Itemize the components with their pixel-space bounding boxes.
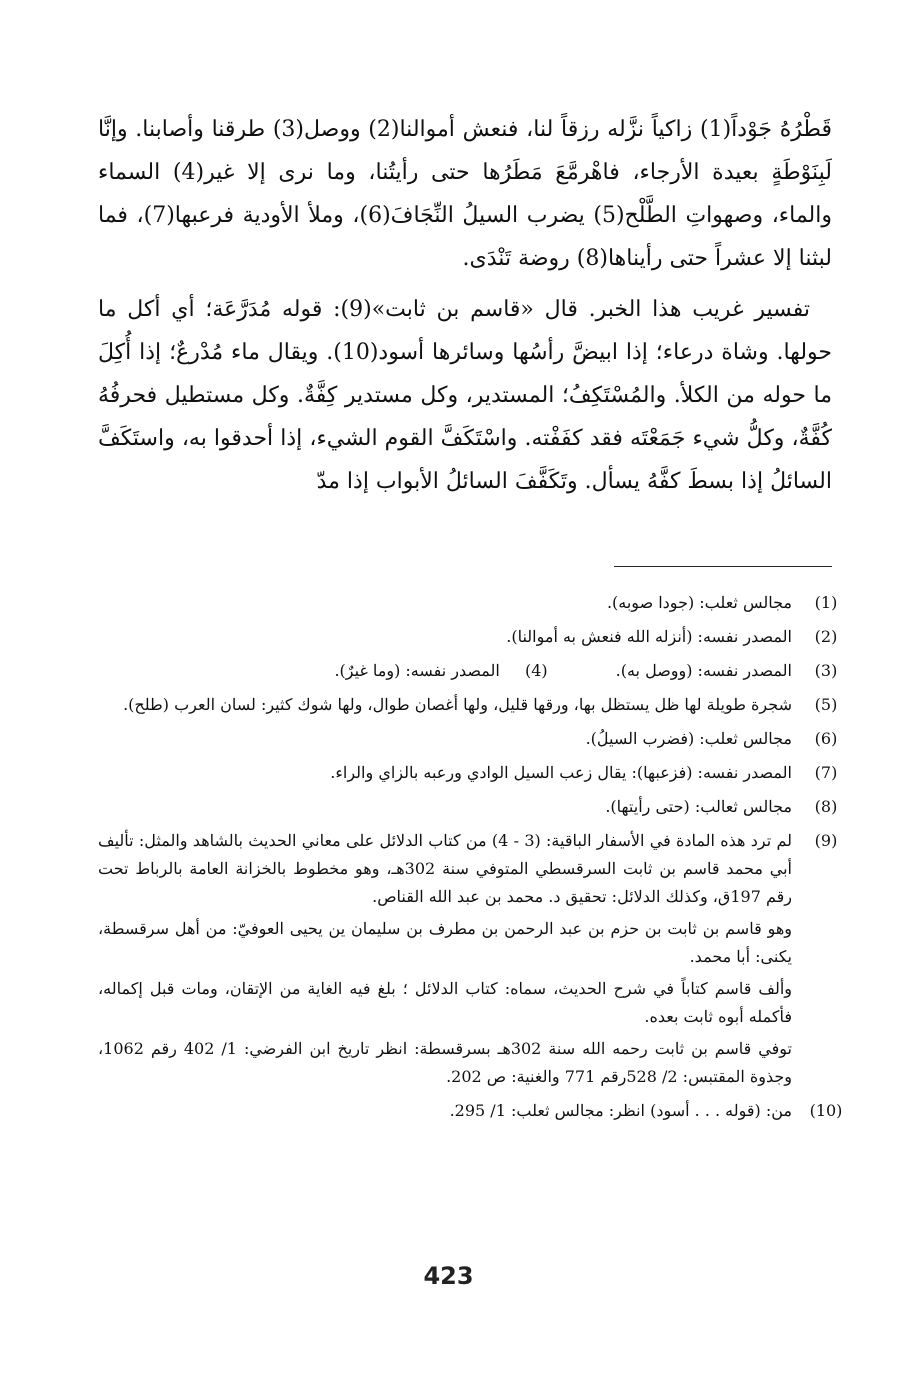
footnote-6 bbox=[98, 725, 846, 753]
footnote-10 bbox=[98, 1097, 846, 1125]
footnote-text: مجالس ثعلب: (جودا صوبه). bbox=[606, 593, 792, 612]
footnote-8 bbox=[98, 793, 846, 821]
footnote-text: مجالس ثعلب: (فضرب السيلُ). bbox=[585, 729, 792, 748]
footnote-text: مجالس ثعالب: (حتى رأيتها). bbox=[605, 797, 792, 816]
footnote-number: (4) bbox=[524, 661, 548, 680]
footnote-7 bbox=[98, 759, 846, 787]
footnote-2 bbox=[98, 623, 846, 651]
footnote-number: (9) bbox=[814, 831, 838, 850]
footnote-subparagraph: وهو قاسم بن ثابت بن حزم بن عبد الرحمن بن مطرف بن سليمان ين يحيى العوفيّ: من أهل سرقسطة، يكنى: أبا محمد. bbox=[98, 919, 792, 966]
footnote-text: المصدر نفسه: (فزعبها): يقال زعب السيل الوادي ورعبه بالزاي والراء. bbox=[330, 763, 792, 782]
main-text-block bbox=[98, 108, 832, 503]
footnote-text: المصدر نفسه: (وما غيرٌ). bbox=[334, 661, 500, 680]
footnotes-section bbox=[98, 589, 846, 1131]
footnote-3-4 bbox=[98, 657, 846, 685]
footnote-number: (8) bbox=[814, 797, 838, 816]
footnote-text: لم ترد هذه المادة في الأسفار الباقية: (3 - 4) من كتاب الدلائل على معاني الحديث بالشاهد والمثل: تأليف أبي محمد قاسم بن ثابت السرقسطي المتوفي سنة 302هـ، وهو مخطوط بالخزانة العامة بالرباط تحت رقم 197ق، وكذلك الدلائل: تحقيق د. محمد بن عبد الله القناص. bbox=[98, 831, 793, 906]
main-paragraph-2: تفسير غريب هذا الخبر. قال «قاسم بن ثابت»(9): قوله مُدَرَّعَة؛ أي أكل ما حولها. وشاة درعاء؛ إذا ابيضَّ رأسُها وسائرها أسود(10). ويقال ماء مُدْرعٌ؛ إذا أُكِلَ ما حوله من الكلأ. والمُسْتَكِفُ؛ المستدير، وكل مستدير كِفَّةٌ. وكل مستطيل فحرفُهُ كُفَّةٌ، وكلُّ شيء جَمَعْتَه فقد كفَفْته. واسْتَكَفَّ القوم الشيء، إذا أحدقوا به، واستَكَفَّ السائلُ إذا بسطَ كفَّهُ يسأل. وتَكَفَّفَ السائلُ الأبواب إذا مدّ bbox=[98, 297, 832, 494]
main-paragraph-1: قَطْرُهُ جَوْداً(1) زاكياً نزَّله رزقاً لنا، فنعش أموالنا(2) ووصل(3) طرقنا وأصابنا. وإنَّا لَبِنَوْطَةٍ بعيدة الأرجاء، فاهْرمَّعَ مَطَرُها حتى رأيتُنا، وما نرى إلا غير(4) السماء والماء، وصهواتِ الطَّلْح(5) يضرب السيلُ النِّجَافَ(6)، وملأ الأودية فرعبها(7)، فما لبثنا إلا عشراً حتى رأيناها(8) روضة تَنْدَى. bbox=[98, 117, 833, 271]
footnote-text: من: (قوله . . . أسود) انظر: مجالس ثعلب: 1/ 295. bbox=[449, 1101, 792, 1120]
footnote-number: (1) bbox=[814, 593, 838, 612]
footnote-number: (2) bbox=[814, 627, 838, 646]
footnote-divider bbox=[614, 566, 832, 567]
footnote-text: المصدر نفسه: (ووصل به). bbox=[615, 661, 792, 680]
footnote-number: (5) bbox=[814, 695, 838, 714]
footnote-text: المصدر نفسه: (أنزله الله فنعش به أموالنا). bbox=[506, 627, 792, 646]
footnote-text: شجرة طويلة لها ظل يستظل بها، ورقها قليل، ولها أغصان طوال، ولها شوك كثير: لسان العرب (طلح). bbox=[123, 695, 792, 714]
footnote-1 bbox=[98, 589, 846, 617]
footnote-number: (6) bbox=[814, 729, 838, 748]
footnote-subparagraph: وألف قاسم كتاباً في شرح الحديث، سماه: كتاب الدلائل ؛ بلغ فيه الغاية من الإتقان، ومات قبل إكماله، فأكمله أبوه ثابت بعده. bbox=[98, 979, 792, 1026]
footnote-number: (7) bbox=[814, 763, 838, 782]
footnote-number: (10) bbox=[809, 1101, 843, 1120]
footnote-5 bbox=[98, 691, 846, 719]
footnote-9 bbox=[98, 827, 846, 1091]
footnote-number: (3) bbox=[814, 661, 838, 680]
footnote-subparagraph: توفي قاسم بن ثابت رحمه الله سنة 302هـ بسرقسطة: انظر تاريخ ابن الفرضي: 1/ 402 رقم 1062، وجذوة المقتبس: 2/ 528رقم 771 والغنية: ص 202. bbox=[98, 1039, 793, 1086]
page-number: 423 bbox=[423, 1262, 474, 1290]
